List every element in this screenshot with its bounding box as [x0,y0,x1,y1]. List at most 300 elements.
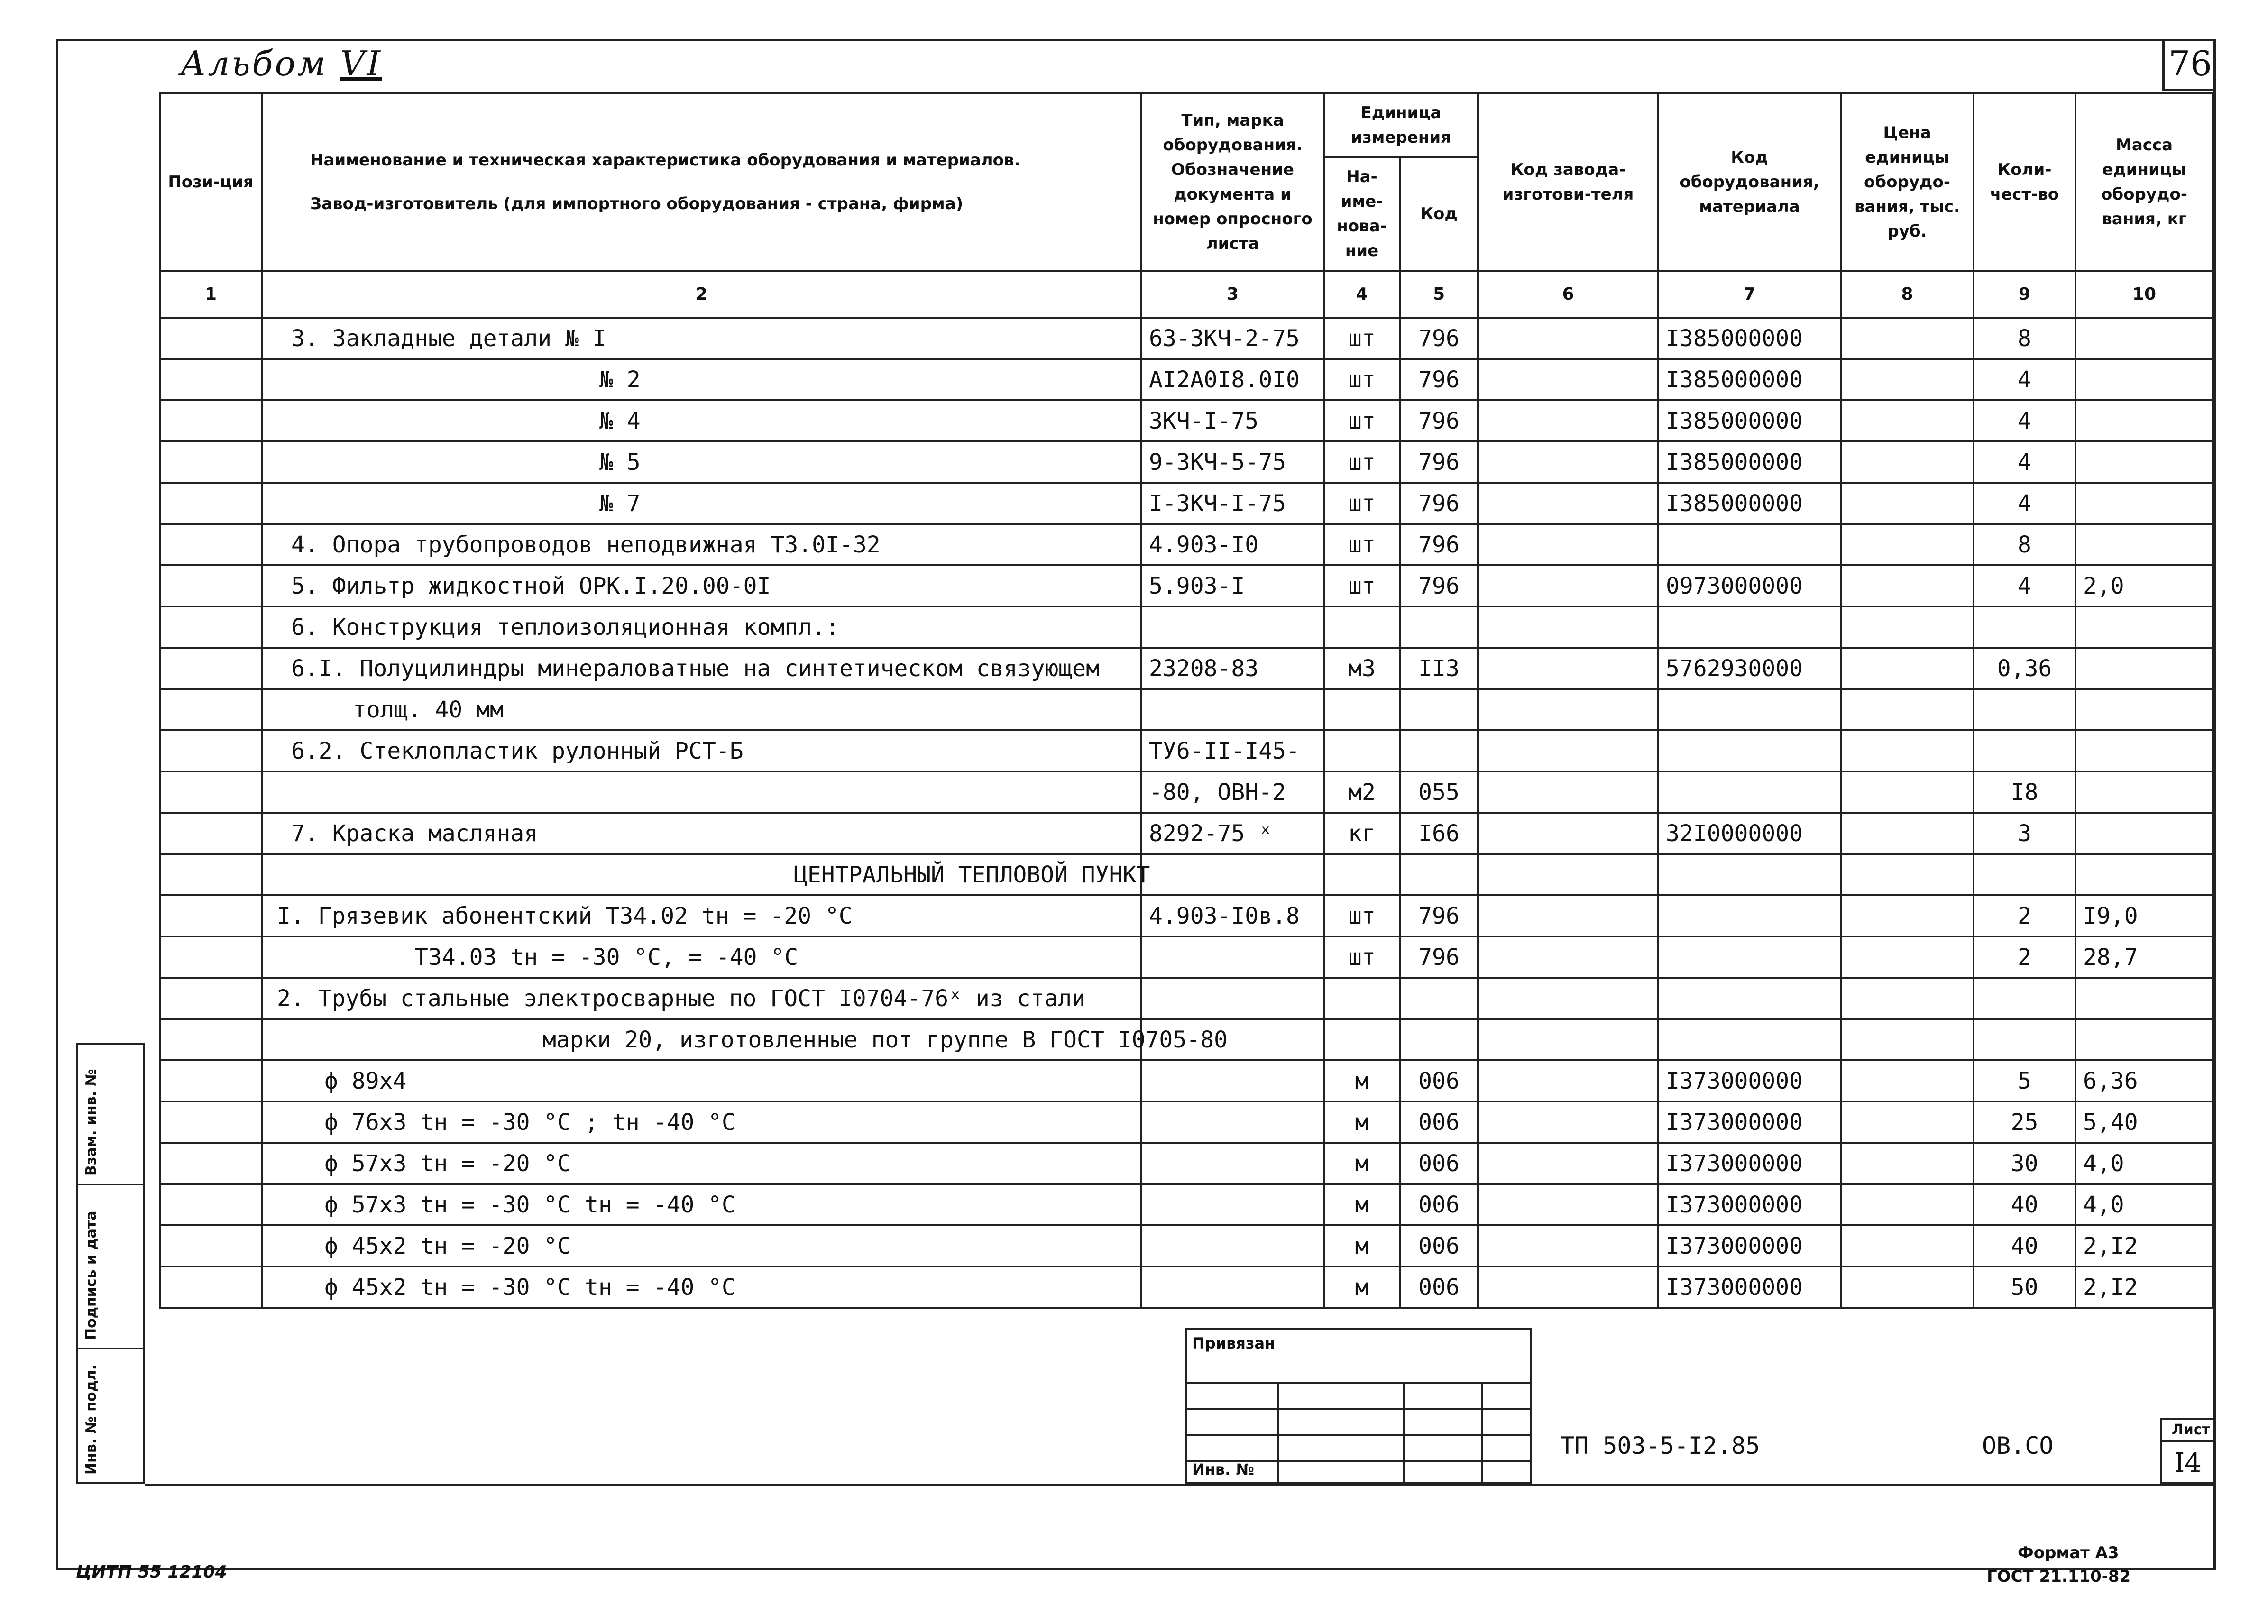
cell-name: толщ. 40 мм [262,689,1141,730]
cell-unit-code [1400,606,1478,648]
cell-unit-code: 006 [1400,1143,1478,1184]
sheet-label: Лист [2162,1420,2214,1442]
table-row [160,895,2213,936]
cell-factory-code [1478,1060,1658,1101]
cell-material-code [1658,771,1841,813]
cell-mass [2075,359,2213,400]
colnum: 10 [2075,271,2213,318]
cell-qty: 2 [1974,936,2075,978]
colnum: 6 [1478,271,1658,318]
cell-pos [160,1266,262,1308]
cell-unit: м [1324,1184,1400,1225]
cell-price [1841,1184,1974,1225]
cell-name: 2. Трубы стальные электросварные по ГОСТ I0704-76ˣ из стали [262,978,1141,1019]
cell-unit-code: 796 [1400,359,1478,400]
cell-pos [160,483,262,524]
cell-mass: 28,7 [2075,936,2213,978]
cell-qty [1974,1019,2075,1060]
cell-mass [2075,813,2213,854]
cell-price [1841,1266,1974,1308]
cell-mass: 4,0 [2075,1184,2213,1225]
cell-pos [160,978,262,1019]
cell-pos [160,1184,262,1225]
table-row [160,1019,2213,1060]
cell-unit: м [1324,1266,1400,1308]
cell-factory-code [1478,441,1658,483]
cell-factory-code [1478,648,1658,689]
cell-name: марки 20, изготовленные пот группе В ГОСТ I0705-80 [262,1019,1141,1060]
cell-material-code [1658,895,1841,936]
cell-qty: 0,36 [1974,648,2075,689]
cell-unit-code: 796 [1400,400,1478,441]
table-row [160,1266,2213,1308]
side-signature-date: Подпись и дата [76,1184,145,1349]
specification-table [159,92,2214,1309]
header-name: Наименование и техническая характеристика оборудования и материалов. Завод-изготовитель (для импортного оборудования - страна, фирма) [262,93,1141,271]
cell-type: -80, ОВН-2 [1141,771,1324,813]
cell-price [1841,1225,1974,1266]
cell-price [1841,895,1974,936]
cell-qty: 30 [1974,1143,2075,1184]
cell-pos [160,1019,262,1060]
cell-unit [1324,978,1400,1019]
cell-factory-code [1478,1101,1658,1143]
cell-unit-code: 006 [1400,1101,1478,1143]
cell-factory-code [1478,1184,1658,1225]
document-code: ТП 503-5-I2.85 [1560,1432,1760,1459]
stamp-tied: Привязан [1192,1334,1276,1352]
cell-unit-code: I66 [1400,813,1478,854]
binding-stamp [1185,1328,1532,1484]
cell-qty [1974,978,2075,1019]
cell-pos [160,895,262,936]
cell-unit-code: 006 [1400,1225,1478,1266]
cell-material-code: I385000000 [1658,483,1841,524]
cell-mass [2075,730,2213,771]
cell-unit: шт [1324,895,1400,936]
cell-type [1141,936,1324,978]
cell-pos [160,441,262,483]
cell-name: ϕ 76x3 tн = -30 °C ; tн -40 °C [262,1101,1141,1143]
colnum: 3 [1141,271,1324,318]
cell-unit: шт [1324,565,1400,606]
cell-name: № 7 [262,483,1141,524]
cell-price [1841,400,1974,441]
cell-factory-code [1478,813,1658,854]
table-row [160,318,2213,359]
cell-factory-code [1478,524,1658,565]
colnum: 1 [160,271,262,318]
cell-unit [1324,854,1400,895]
cell-pos [160,854,262,895]
cell-unit: шт [1324,318,1400,359]
cell-name: ϕ 57x3 tн = -30 °C tн = -40 °C [262,1184,1141,1225]
cell-price [1841,978,1974,1019]
cell-material-code [1658,978,1841,1019]
colnum: 7 [1658,271,1841,318]
cell-factory-code [1478,1143,1658,1184]
cell-price [1841,1060,1974,1101]
cell-unit: м [1324,1101,1400,1143]
cell-qty: 50 [1974,1266,2075,1308]
cell-pos [160,565,262,606]
cell-material-code [1658,689,1841,730]
cell-mass: 2,I2 [2075,1225,2213,1266]
cell-mass: 2,0 [2075,565,2213,606]
cell-pos [160,771,262,813]
table-row [160,936,2213,978]
cell-factory-code [1478,978,1658,1019]
header-unit-name: На-име-нова-ние [1324,157,1400,271]
cell-price [1841,689,1974,730]
cell-price [1841,483,1974,524]
cell-name: 6.2. Стеклопластик рулонный РСТ-Б [262,730,1141,771]
cell-name: 4. Опора трубопроводов неподвижная ТЗ.0I-32 [262,524,1141,565]
cell-type: 4.903-I0 [1141,524,1324,565]
cell-pos [160,318,262,359]
footer-gost: ГОСТ 21.110-82 [1987,1567,2131,1586]
colnum: 4 [1324,271,1400,318]
cell-pos [160,1143,262,1184]
header-factory-code: Код завода-изготови-теля [1478,93,1658,271]
cell-type [1141,606,1324,648]
cell-unit-code [1400,854,1478,895]
cell-material-code: I373000000 [1658,1143,1841,1184]
cell-price [1841,771,1974,813]
cell-type: 23208-83 [1141,648,1324,689]
colnum: 9 [1974,271,2075,318]
cell-type: 9-ЗКЧ-5-75 [1141,441,1324,483]
cell-unit-code [1400,1019,1478,1060]
table-row [160,606,2213,648]
cell-material-code: I385000000 [1658,359,1841,400]
cell-unit: м [1324,1143,1400,1184]
side-original-inv: Инв. № подл. [76,1348,145,1484]
cell-factory-code [1478,318,1658,359]
cell-factory-code [1478,730,1658,771]
cell-unit-code: 006 [1400,1266,1478,1308]
table-row [160,1143,2213,1184]
cell-mass [2075,689,2213,730]
header-mass: Масса единицы оборудо-вания, кг [2075,93,2213,271]
cell-mass [2075,441,2213,483]
cell-name: ϕ 89x4 [262,1060,1141,1101]
cell-name: 6.I. Полуцилиндры минераловатные на синтетическом связующем [262,648,1141,689]
cell-unit: шт [1324,936,1400,978]
cell-qty: 25 [1974,1101,2075,1143]
cell-material-code: I373000000 [1658,1184,1841,1225]
table-row [160,1225,2213,1266]
table-row [160,1101,2213,1143]
table-row [160,730,2213,771]
cell-factory-code [1478,565,1658,606]
bottom-rule [145,1484,2216,1486]
cell-qty: 2 [1974,895,2075,936]
cell-unit-code: 055 [1400,771,1478,813]
cell-type: I-ЗКЧ-I-75 [1141,483,1324,524]
cell-type [1141,1101,1324,1143]
table-row [160,359,2213,400]
cell-name: 6. Конструкция теплоизоляционная компл.: [262,606,1141,648]
cell-price [1841,648,1974,689]
table-row [160,565,2213,606]
cell-qty [1974,689,2075,730]
cell-mass [2075,400,2213,441]
cell-unit-code [1400,689,1478,730]
album-label: Альбом VI [180,44,382,83]
cell-pos [160,689,262,730]
cell-name: 7. Краска масляная [262,813,1141,854]
table-row [160,1184,2213,1225]
cell-name: I. Грязевик абонентский Т34.02 tн = -20 °C [262,895,1141,936]
table-row [160,854,2213,895]
cell-name: 5. Фильтр жидкостной ОРК.I.20.00-0I [262,565,1141,606]
cell-pos [160,936,262,978]
cell-mass [2075,318,2213,359]
cell-pos [160,524,262,565]
stamp-inv: Инв. № [1192,1460,1254,1478]
cell-type: 4.903-I0в.8 [1141,895,1324,936]
cell-factory-code [1478,1225,1658,1266]
cell-material-code: I385000000 [1658,441,1841,483]
table-row [160,524,2213,565]
cell-mass: 4,0 [2075,1143,2213,1184]
cell-name: № 5 [262,441,1141,483]
cell-material-code: 32I0000000 [1658,813,1841,854]
header-quantity: Коли-чест-во [1974,93,2075,271]
cell-name: Т34.03 tн = -30 °C, = -40 °C [262,936,1141,978]
cell-material-code [1658,606,1841,648]
cell-mass: 5,40 [2075,1101,2213,1143]
cell-type [1141,854,1324,895]
cell-qty: 4 [1974,565,2075,606]
cell-factory-code [1478,1266,1658,1308]
cell-price [1841,606,1974,648]
cell-mass [2075,1019,2213,1060]
cell-qty [1974,606,2075,648]
cell-unit-code: 796 [1400,483,1478,524]
table-row [160,978,2213,1019]
cell-type: 5.903-I [1141,565,1324,606]
colnum: 8 [1841,271,1974,318]
cell-price [1841,524,1974,565]
cell-price [1841,565,1974,606]
cell-pos [160,1225,262,1266]
cell-pos [160,400,262,441]
colnum: 2 [262,271,1141,318]
cell-price [1841,813,1974,854]
cell-unit: шт [1324,400,1400,441]
cell-type [1141,689,1324,730]
cell-mass [2075,606,2213,648]
colnum: 5 [1400,271,1478,318]
cell-unit: шт [1324,441,1400,483]
table-row [160,483,2213,524]
header-type: Тип, марка оборудования. Обозначение документа и номер опросного листа [1141,93,1324,271]
cell-material-code [1658,936,1841,978]
cell-qty: 4 [1974,441,2075,483]
header-material-code: Код оборудования, материала [1658,93,1841,271]
cell-unit [1324,606,1400,648]
cell-unit: кг [1324,813,1400,854]
cell-price [1841,318,1974,359]
cell-type: AI2A0I8.0I0 [1141,359,1324,400]
cell-name: 3. Закладные детали № I [262,318,1141,359]
cell-pos [160,813,262,854]
cell-unit-code: 796 [1400,565,1478,606]
cell-material-code [1658,730,1841,771]
cell-material-code: I385000000 [1658,400,1841,441]
cell-factory-code [1478,483,1658,524]
cell-name: ϕ 45x2 tн = -30 °C tн = -40 °C [262,1266,1141,1308]
cell-type [1141,978,1324,1019]
cell-qty: 8 [1974,524,2075,565]
cell-type [1141,1266,1324,1308]
table-row [160,648,2213,689]
cell-qty: 40 [1974,1184,2075,1225]
cell-price [1841,359,1974,400]
cell-factory-code [1478,400,1658,441]
cell-factory-code [1478,359,1658,400]
cell-material-code [1658,1019,1841,1060]
cell-unit [1324,689,1400,730]
cell-factory-code [1478,606,1658,648]
cell-factory-code [1478,854,1658,895]
cell-mass [2075,483,2213,524]
cell-factory-code [1478,895,1658,936]
cell-material-code: I385000000 [1658,318,1841,359]
header-unit: Единица измерения [1324,93,1478,157]
cell-unit-code: 796 [1400,318,1478,359]
cell-material-code: I373000000 [1658,1060,1841,1101]
header-unit-code: Код [1400,157,1478,271]
cell-material-code: I373000000 [1658,1101,1841,1143]
cell-type: 63-ЗКЧ-2-75 [1141,318,1324,359]
cell-unit [1324,730,1400,771]
cell-unit-code: 796 [1400,936,1478,978]
header-position: Пози-ция [160,93,262,271]
cell-unit-code: 796 [1400,441,1478,483]
cell-mass [2075,648,2213,689]
cell-type [1141,1143,1324,1184]
cell-unit: шт [1324,524,1400,565]
footer-org: ЦИТП 55 12104 [76,1562,227,1582]
cell-pos [160,606,262,648]
header-price: Цена единицы оборудо-вания, тыс. руб. [1841,93,1974,271]
cell-name: ЦЕНТРАЛЬНЫЙ ТЕПЛОВОЙ ПУНКТ [262,854,1141,895]
cell-mass: I9,0 [2075,895,2213,936]
cell-pos [160,359,262,400]
cell-mass [2075,524,2213,565]
cell-type [1141,1225,1324,1266]
cell-pos [160,1101,262,1143]
cell-qty: I8 [1974,771,2075,813]
side-stamp [76,1043,145,1484]
cell-mass [2075,771,2213,813]
cell-qty: 40 [1974,1225,2075,1266]
cell-name: № 4 [262,400,1141,441]
cell-type [1141,1060,1324,1101]
cell-type: ТУ6-II-I45- [1141,730,1324,771]
cell-unit-code [1400,730,1478,771]
cell-type [1141,1184,1324,1225]
cell-price [1841,730,1974,771]
cell-unit: м [1324,1225,1400,1266]
cell-factory-code [1478,936,1658,978]
cell-type: ЗКЧ-I-75 [1141,400,1324,441]
cell-material-code: I373000000 [1658,1225,1841,1266]
cell-material-code [1658,524,1841,565]
cell-unit-code: 006 [1400,1060,1478,1101]
cell-material-code: 0973000000 [1658,565,1841,606]
cell-mass: 6,36 [2075,1060,2213,1101]
cell-price [1841,1101,1974,1143]
cell-qty: 5 [1974,1060,2075,1101]
cell-material-code: I373000000 [1658,1266,1841,1308]
cell-qty: 8 [1974,318,2075,359]
cell-price [1841,1143,1974,1184]
cell-unit-code: 006 [1400,1184,1478,1225]
document-mark: ОВ.СО [1982,1432,2054,1459]
page-number: 76 [2162,39,2216,91]
cell-qty [1974,854,2075,895]
cell-qty: 4 [1974,483,2075,524]
cell-name [262,771,1141,813]
cell-material-code: 5762930000 [1658,648,1841,689]
cell-price [1841,936,1974,978]
cell-qty: 4 [1974,400,2075,441]
table-row [160,771,2213,813]
table-row [160,441,2213,483]
table-row [160,813,2213,854]
cell-unit-code: 796 [1400,524,1478,565]
cell-price [1841,854,1974,895]
cell-pos [160,648,262,689]
cell-unit: шт [1324,359,1400,400]
cell-qty: 3 [1974,813,2075,854]
cell-pos [160,1060,262,1101]
cell-qty [1974,730,2075,771]
cell-factory-code [1478,1019,1658,1060]
sheet-number: I4 [2174,1448,2202,1478]
cell-unit: м [1324,1060,1400,1101]
cell-unit-code [1400,978,1478,1019]
cell-factory-code [1478,689,1658,730]
table-row [160,400,2213,441]
cell-qty: 4 [1974,359,2075,400]
cell-unit: м2 [1324,771,1400,813]
cell-mass [2075,854,2213,895]
cell-price [1841,1019,1974,1060]
cell-unit-code: 796 [1400,895,1478,936]
cell-unit: м3 [1324,648,1400,689]
cell-price [1841,441,1974,483]
footer-format: Формат А3 [2018,1543,2119,1562]
cell-mass: 2,I2 [2075,1266,2213,1308]
table-row [160,1060,2213,1101]
cell-unit-code: II3 [1400,648,1478,689]
cell-unit [1324,1019,1400,1060]
side-replace-inv: Взам. инв. № [76,1043,145,1185]
cell-name: ϕ 45x2 tн = -20 °C [262,1225,1141,1266]
cell-type: 8292-75 ˣ [1141,813,1324,854]
cell-mass [2075,978,2213,1019]
sheet-box [2160,1418,2216,1484]
cell-factory-code [1478,771,1658,813]
cell-material-code [1658,854,1841,895]
cell-pos [160,730,262,771]
table-row [160,689,2213,730]
